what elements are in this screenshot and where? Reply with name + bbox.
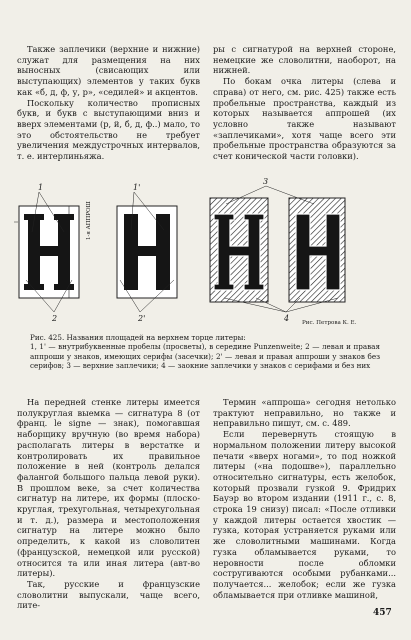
figure-caption bbox=[30, 333, 380, 370]
letter-h-shoulders-panel bbox=[210, 198, 268, 302]
paragraph: Термин «аппроша» сегодня нетолько трактуют неправильно, но также и неправильно пишут, см. с. 489. bbox=[213, 397, 396, 429]
figure-label: 2 bbox=[52, 314, 58, 323]
figure-credit: Рис. Петрова К. Е. bbox=[302, 320, 357, 326]
figure-label: 4 bbox=[284, 314, 290, 323]
figure-label: 3 bbox=[263, 177, 269, 186]
type-face-diagrams bbox=[14, 180, 399, 330]
paragraph: На передней стенке литеры имеется полукруглая выемка — сигнатура 8 (от франц. le signe — знак), помогавшая наборщику вручную (во время набора) располагать литеры в верстатке и контролировать их правильное положение в ней (контроль делался фалангой большого пальца левой руки). В прошлом веке, за счет количества сигнатур на литере, их формы (плоско-круглая, трехугольная, четырехугольная и т. д.), размера и местоположения сигнатур на литере можно было определить, к какой из словолитен (французской, немецкой или русской) относится та или иная литера (авт-во литеры). bbox=[17, 397, 200, 579]
paragraph: Также заплечики (верхние и нижние) служат для размещения на них выносных (свисающих или выступающих) элементов у таких букв как «б, д, ф, у, р», «седилей» и акцентов. bbox=[17, 44, 200, 97]
page-number: 457 bbox=[373, 608, 392, 618]
letter-h-sans-shoulders-panel bbox=[289, 198, 345, 302]
letter-h-serif-panel bbox=[14, 206, 79, 298]
caption-title: Рис. 425. Названия площадей на верхнем торце литеры: bbox=[30, 333, 246, 342]
figure-label: 1' bbox=[133, 183, 141, 192]
paragraph: Если перевернуть стоящую в нормальном положении литеру высокой печати «вверх ногами», то под ножкой литеры («на подошве»), параллельно относительно сигнатуры, есть желобок, который прозвали гузкой 9. Фридрих Бауэр во втором издании (1911 г., с. 8, строка 19 снизу) писал: «После отливки у каждой литеры остается хвостик — гузка, которая устраняется руками или же словолитными машинами. Когда гузка обламывается руками, то неровности после обломки состругиваются особыми рубанками... получается... желобок; если же гузка обламывается при отливке машиной, bbox=[213, 429, 396, 600]
paragraph: ры с сигнатурой на верхней стороне, немецкие же словолитни, наоборот, на нижней. bbox=[213, 44, 396, 76]
text-column-bottom-left bbox=[17, 397, 200, 611]
paragraph: Поскольку количество прописных букв, и букв с выступающими вниз и вверх элементами (р, й, б, д, ф..) мало, то это обстоятельство не требует увеличения междустрочных интервалов, т. е. интерлиньяжа. bbox=[17, 97, 200, 162]
text-column-bottom-right bbox=[213, 397, 396, 600]
letter-h-sans-panel bbox=[117, 206, 177, 298]
text-column-top-right bbox=[213, 44, 396, 162]
figure-label: 1 bbox=[38, 183, 44, 192]
paragraph: Так, русские и французские словолитни выпускали, чаще всего, лите- bbox=[17, 578, 200, 611]
approche-vertical-label: 1-я АППРОШ bbox=[86, 201, 92, 240]
paragraph: По бокам очка литеры (слева и справа) от него, см. рис. 425) также есть пробельные пространства, каждый из которых называется аппрошей (их условно также называют «заплечиками», хотя чаще всего эти пробельные пространства образуются за счет конической части головки). bbox=[213, 76, 396, 162]
text-column-top-left bbox=[17, 44, 200, 162]
figure-425 bbox=[14, 180, 399, 330]
caption-body: 1, 1' — внутрибуквенные пробелы (просветы), в середине Punzenweite; 2 — левая и правая аппроши у знаков, имеющих серифы (засечки); 2' — левая и правая аппроши у знаков без серифов; 3 — верхние заплечики; 4 — заокние заплечики у знаков с серифами и без них bbox=[30, 342, 380, 370]
figure-label: 2' bbox=[138, 314, 146, 323]
